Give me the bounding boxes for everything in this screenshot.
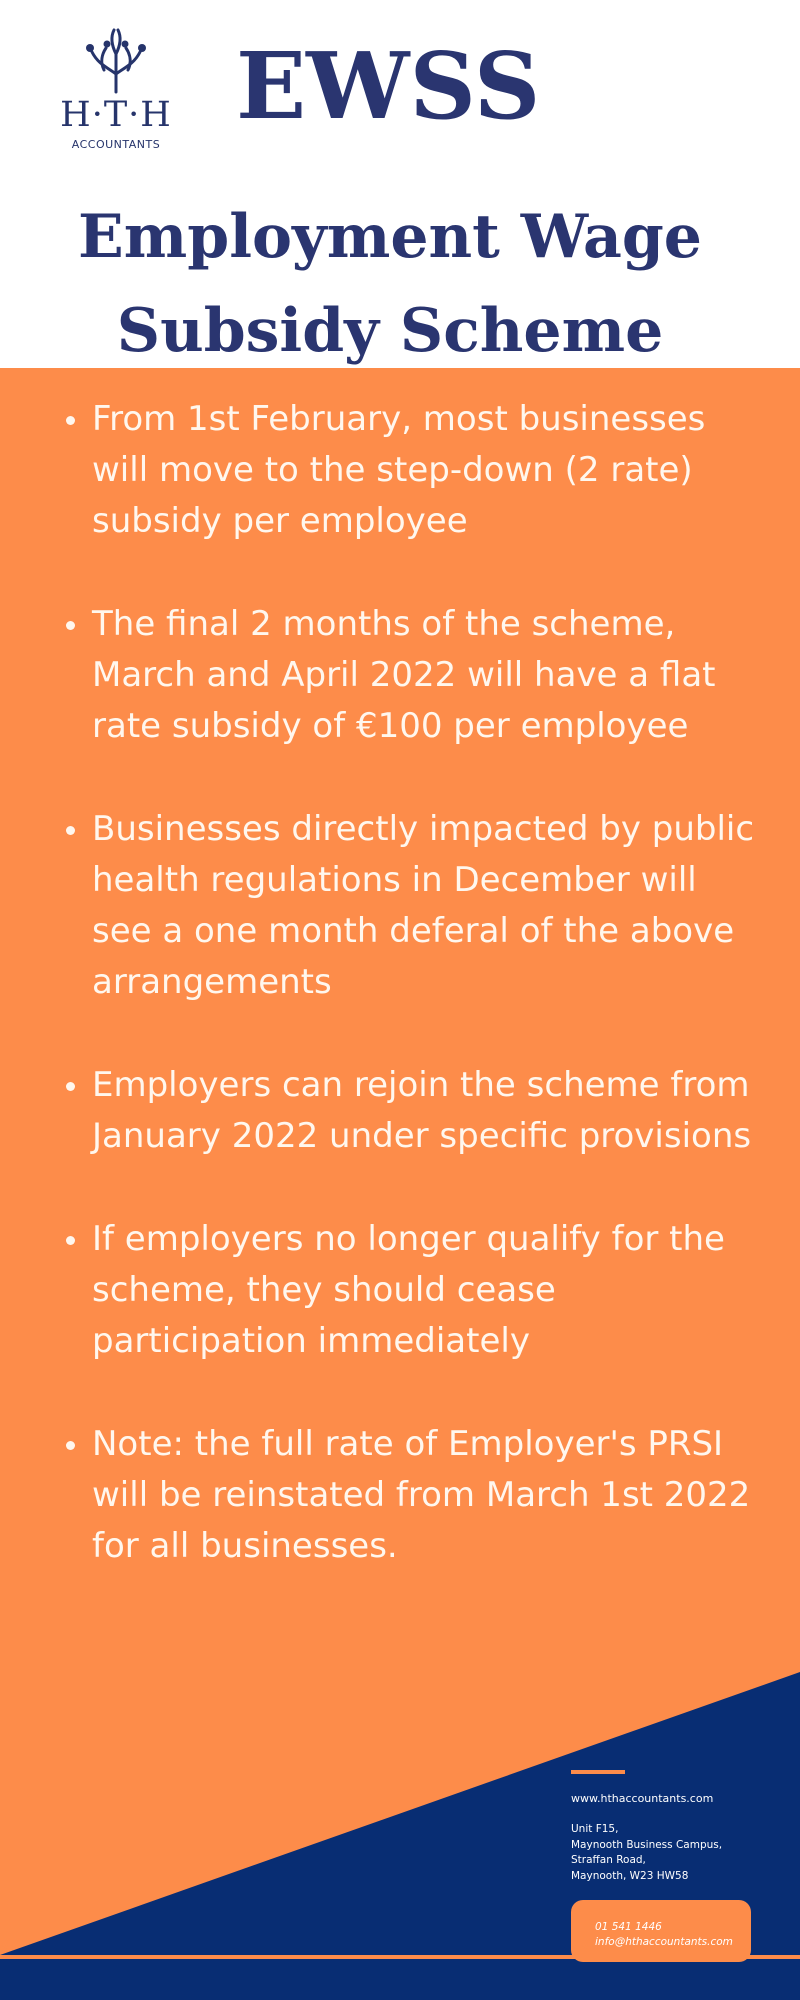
address-line: Straffan Road,	[571, 1854, 646, 1866]
phone-number[interactable]: 01 541 1446	[595, 1921, 662, 1933]
title-line-1: Employment Wage	[78, 202, 702, 272]
address-line: Unit F15,	[571, 1823, 619, 1835]
website-link[interactable]: www.hthaccountants.com	[571, 1792, 714, 1805]
page-acronym: EWSS	[236, 32, 541, 140]
logo-initials: H·T·H	[60, 95, 172, 135]
email-link[interactable]: info@hthaccountants.com	[595, 1936, 733, 1948]
bullet-item: From 1st February, most businesses will move to the step-down (2 rate) subsidy per employee	[64, 394, 764, 547]
address	[571, 1822, 722, 1884]
bullet-item: Employers can rejoin the scheme from January 2022 under specific provisions	[64, 1060, 764, 1162]
address-line: Maynooth Business Campus,	[571, 1838, 723, 1851]
bullet-item: The final 2 months of the scheme, March and April 2022 will have a flat rate subsidy of €100 per employee	[64, 599, 764, 752]
title-line-2: Subsidy Scheme	[116, 296, 664, 366]
contact-box	[571, 1900, 751, 1962]
bullet-item: If employers no longer qualify for the scheme, they should cease participation immediately	[64, 1214, 764, 1367]
logo-subtitle: ACCOUNTANTS	[71, 138, 161, 151]
accent-divider	[571, 1770, 625, 1774]
address-line: Maynooth, W23 HW58	[571, 1869, 689, 1882]
bullet-item: Note: the full rate of Employer's PRSI will be reinstated from March 1st 2022 for all businesses.	[64, 1419, 764, 1572]
bullet-list	[64, 394, 764, 1624]
bullet-item: Businesses directly impacted by public health regulations in December will see a one month deferal of the above arrangements	[64, 804, 764, 1008]
